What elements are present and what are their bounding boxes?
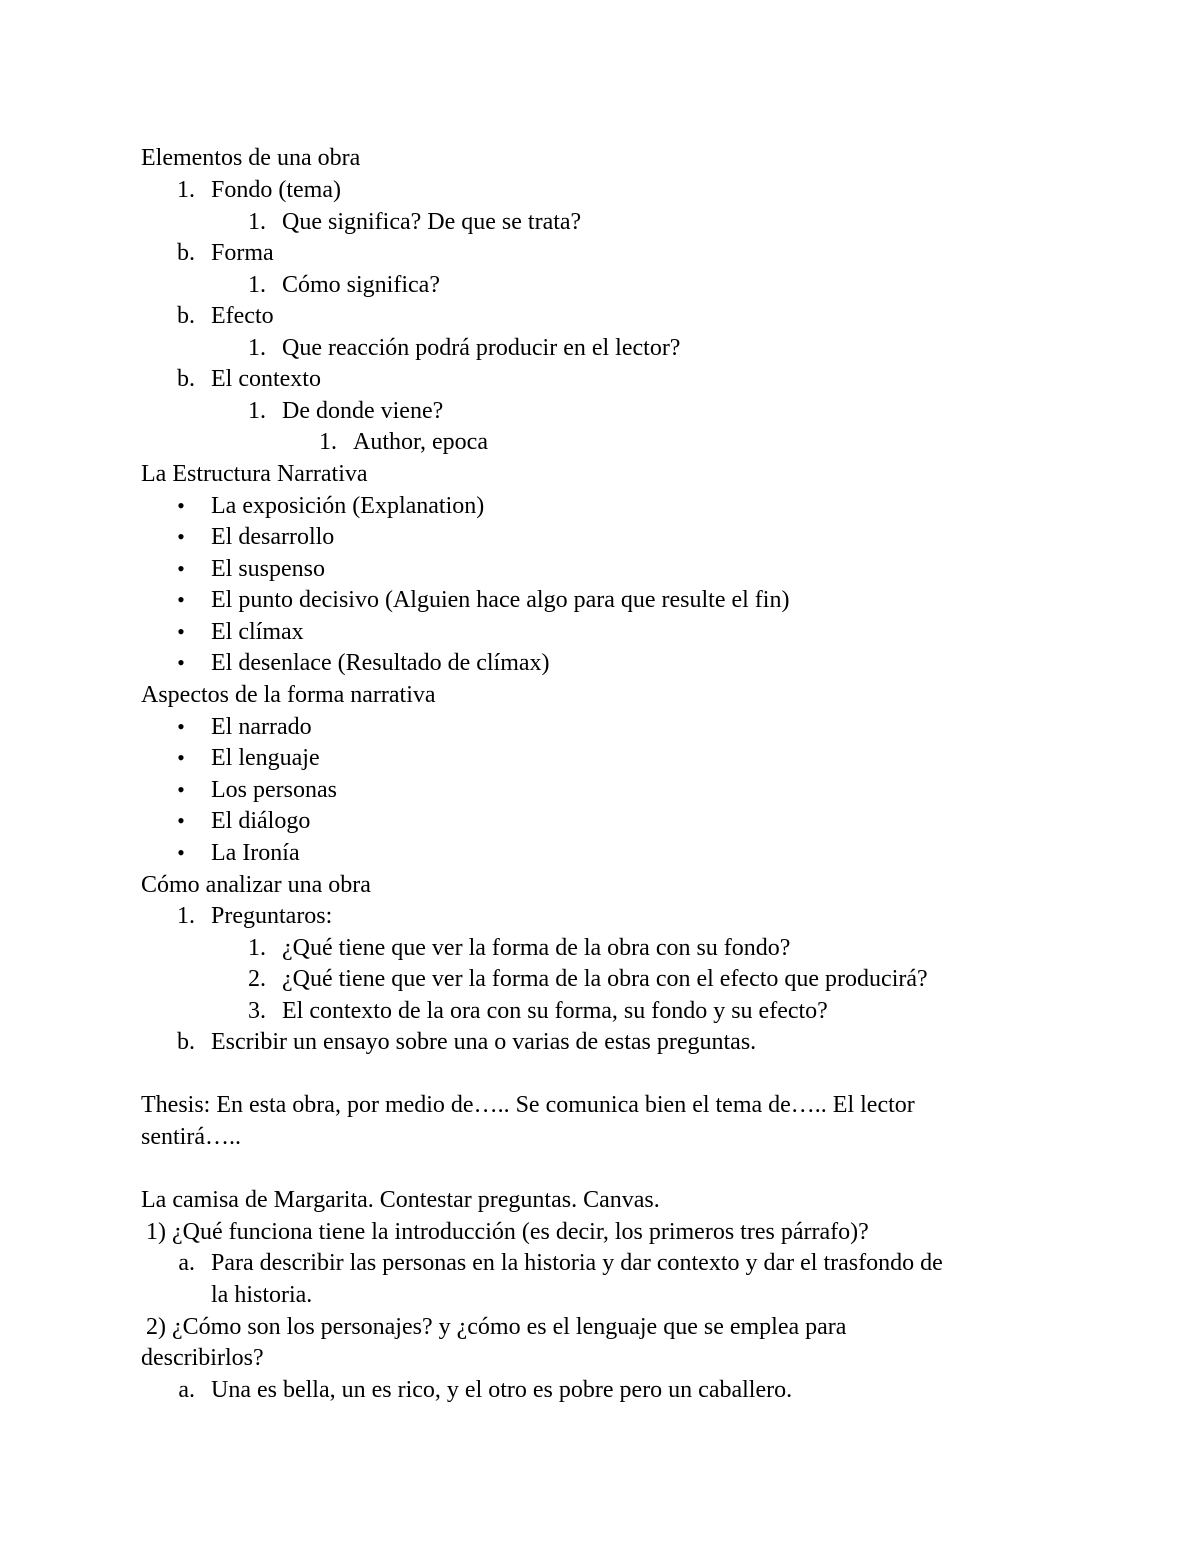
- list-marker: 1.: [248, 209, 266, 235]
- list-marker: a.: [178, 1377, 195, 1403]
- question-text: describirlos?: [141, 1345, 264, 1371]
- bullet-icon: •: [177, 745, 185, 770]
- list-item-text: El desarrollo: [211, 524, 335, 550]
- list-item-text: El clímax: [211, 619, 304, 645]
- heading-text: La Estructura Narrativa: [141, 461, 368, 487]
- list-item-text: El suspenso: [211, 556, 325, 582]
- bullet-icon: •: [177, 619, 185, 644]
- list-marker: 1.: [177, 177, 195, 203]
- list-item-text: Que reacción podrá producir en el lector?: [282, 335, 681, 361]
- list-marker: 1.: [248, 272, 266, 298]
- question-text: 2) ¿Cómo son los personajes? y ¿cómo es el lenguaje que se emplea para: [146, 1314, 847, 1340]
- list-marker: b.: [177, 366, 195, 392]
- list-item-text: La exposición (Explanation): [211, 493, 485, 519]
- bullet-icon: •: [177, 587, 185, 612]
- answer-text: Para describir las personas en la historia y dar contexto y dar el trasfondo de: [211, 1250, 943, 1276]
- list-marker: 3.: [248, 998, 266, 1024]
- list-marker: b.: [177, 303, 195, 329]
- heading-text: Elementos de una obra: [141, 145, 361, 171]
- list-marker: a.: [178, 1250, 195, 1276]
- heading-text: Cómo analizar una obra: [141, 872, 371, 898]
- answer-text: la historia.: [211, 1282, 313, 1308]
- list-item-text: ¿Qué tiene que ver la forma de la obra con el efecto que producirá?: [282, 966, 928, 992]
- list-marker: 2.: [248, 966, 266, 992]
- list-marker: b.: [177, 240, 195, 266]
- list-marker: b.: [177, 1029, 195, 1055]
- list-item-text: El lenguaje: [211, 745, 320, 771]
- list-item-text: ¿Qué tiene que ver la forma de la obra con su fondo?: [282, 935, 791, 961]
- list-item-text: El narrado: [211, 714, 312, 740]
- heading-text: La camisa de Margarita. Contestar preguntas. Canvas.: [141, 1187, 660, 1213]
- question-text: 1) ¿Qué funciona tiene la introducción (es decir, los primeros tres párrafo)?: [146, 1219, 869, 1245]
- list-item-text: De donde viene?: [282, 398, 444, 424]
- thesis-text: sentirá…..: [141, 1124, 241, 1150]
- answer-text: Una es bella, un es rico, y el otro es pobre pero un caballero.: [211, 1377, 793, 1403]
- list-marker: 1.: [248, 335, 266, 361]
- list-marker: 1.: [319, 429, 337, 455]
- bullet-icon: •: [177, 808, 185, 833]
- list-item-text: Preguntaros:: [211, 903, 333, 929]
- bullet-icon: •: [177, 840, 185, 865]
- list-item-text: La Ironía: [211, 840, 300, 866]
- list-item-text: El punto decisivo (Alguien hace algo para que resulte el fin): [211, 587, 790, 613]
- list-item-text: Escribir un ensayo sobre una o varias de estas preguntas.: [211, 1029, 757, 1055]
- list-item-text: El contexto: [211, 366, 321, 392]
- bullet-icon: •: [177, 556, 185, 581]
- list-item-text: El contexto de la ora con su forma, su fondo y su efecto?: [282, 998, 828, 1024]
- thesis-text: Thesis: En esta obra, por medio de….. Se comunica bien el tema de….. El lector: [141, 1092, 915, 1118]
- list-item-text: Forma: [211, 240, 274, 266]
- list-marker: 1.: [248, 935, 266, 961]
- list-item-text: Author, epoca: [353, 429, 488, 455]
- list-item-text: Efecto: [211, 303, 274, 329]
- bullet-icon: •: [177, 777, 185, 802]
- list-item-text: Que significa? De que se trata?: [282, 209, 582, 235]
- heading-text: Aspectos de la forma narrativa: [141, 682, 436, 708]
- list-item-text: El diálogo: [211, 808, 311, 834]
- list-item-text: Los personas: [211, 777, 337, 803]
- bullet-icon: •: [177, 493, 185, 518]
- list-marker: 1.: [248, 398, 266, 424]
- list-item-text: El desenlace (Resultado de clímax): [211, 650, 550, 676]
- bullet-icon: •: [177, 650, 185, 675]
- bullet-icon: •: [177, 714, 185, 739]
- list-item-text: Fondo (tema): [211, 177, 341, 203]
- bullet-icon: •: [177, 524, 185, 549]
- list-marker: 1.: [177, 903, 195, 929]
- list-item-text: Cómo significa?: [282, 272, 440, 298]
